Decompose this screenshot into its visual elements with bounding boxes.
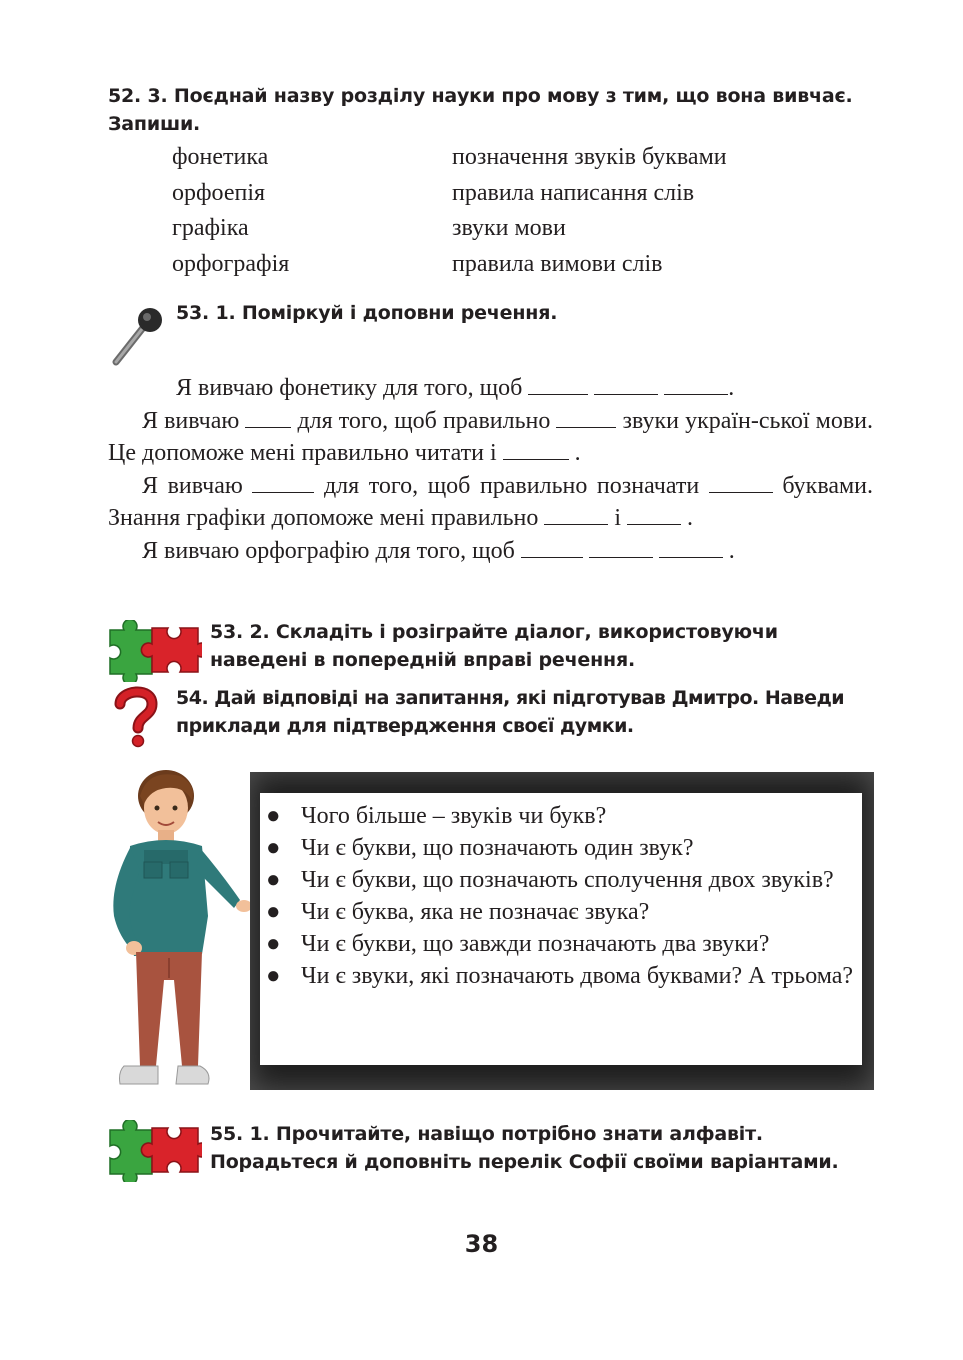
fill-sentence: Я вивчаю орфографію для того, щоб . xyxy=(142,537,735,564)
definition: правила вимови слів xyxy=(452,250,663,277)
bullet-icon: ● xyxy=(266,931,281,957)
page-number: 38 xyxy=(464,1230,499,1258)
term: орфографія xyxy=(172,250,290,277)
matching-row xyxy=(172,140,872,176)
matching-table xyxy=(172,140,872,282)
blank[interactable] xyxy=(521,537,583,558)
task-53-2-title: 53. 2. Складіть і розіграйте діалог, використовуючи наведені в попередній вправі речення. xyxy=(210,621,778,671)
list-item xyxy=(266,896,861,928)
sentence-text: буквами. Знання графіки допоможе мені правильно xyxy=(108,472,874,531)
fill-sentence: Я вивчаю для того, щоб правильно звуки україн-ської мови. Це допоможе мені правильно читати і . xyxy=(108,407,874,466)
question-text: Чи є буква, яка не позначає звука? xyxy=(301,899,650,925)
sentence-text: Я вивчаю фонетику для того, щоб xyxy=(176,375,523,401)
matching-row xyxy=(172,247,872,283)
sentence-text: Я вивчаю xyxy=(142,407,240,434)
question-text: Чого більше – звуків чи букв? xyxy=(301,803,607,829)
task-54-title: 54. Дай відповіді на запитання, які підготував Дмитро. Наведи приклади для підтвердження своєї думки. xyxy=(176,687,845,737)
blank[interactable] xyxy=(503,439,569,460)
task-55-1-title: 55. 1. Прочитайте, навіщо потрібно знати алфавіт. Порадьтеся й доповніть перелік Софії своїми варіантами. xyxy=(210,1123,839,1173)
blank[interactable] xyxy=(594,374,658,395)
blank[interactable] xyxy=(528,374,588,395)
sentence-text: для того, щоб правильно xyxy=(297,407,551,434)
matching-row xyxy=(172,176,872,212)
fill-sentence: Я вивчаю для того, щоб правильно позначати буквами. Знання графіки допоможе мені правильно і . xyxy=(108,472,874,531)
blank[interactable] xyxy=(245,407,291,428)
bullet-icon: ● xyxy=(266,963,281,989)
definition: правила написання слів xyxy=(452,179,695,206)
boy-illustration xyxy=(104,766,254,1092)
sentence-text: Я вивчаю орфографію для того, щоб xyxy=(142,537,515,564)
blank[interactable] xyxy=(252,472,314,493)
blank[interactable] xyxy=(544,504,608,525)
question-mark-icon xyxy=(112,684,160,748)
blank[interactable] xyxy=(664,374,728,395)
sentence-text: звуки україн-ської мови. Це допоможе мені правильно читати і xyxy=(108,407,874,466)
question-text: Чи є букви, що позначають один звук? xyxy=(301,835,694,861)
bullet-icon: ● xyxy=(266,867,281,893)
question-list xyxy=(266,800,861,992)
sentence-text: для того, щоб правильно позначати xyxy=(323,472,700,499)
sentence-text: і xyxy=(614,505,622,531)
list-item xyxy=(266,864,861,896)
list-item xyxy=(266,928,861,960)
bullet-icon: ● xyxy=(266,835,281,861)
puzzle-icon xyxy=(106,1120,202,1182)
list-item xyxy=(266,960,861,992)
microphone-icon xyxy=(108,304,164,368)
definition: звуки мови xyxy=(452,215,566,241)
blank[interactable] xyxy=(556,407,616,428)
bullet-icon: ● xyxy=(266,803,281,829)
blank[interactable] xyxy=(589,537,653,558)
list-item xyxy=(266,800,861,832)
term: графіка xyxy=(172,215,249,241)
term: фонетика xyxy=(172,144,269,170)
fill-sentence: Я вивчаю фонетику для того, щоб . xyxy=(176,375,735,401)
question-text: Чи є звуки, які позначають двома буквами? А трьома? xyxy=(301,963,854,989)
blank[interactable] xyxy=(627,504,681,525)
term: орфоепія xyxy=(172,179,266,206)
question-text: Чи є букви, що завжди позначають два звуки? xyxy=(301,931,770,957)
task-52-3-title: 52. 3. Поєднай назву розділу науки про мову з тим, що вона вивчає. Запиши. xyxy=(108,85,853,135)
definition: позначення звуків буквами xyxy=(452,144,727,170)
list-item xyxy=(266,832,861,864)
task-53-1-title: 53. 1. Поміркуй і доповни речення. xyxy=(176,302,558,324)
question-text: Чи є букви, що позначають сполучення двох звуків? xyxy=(301,867,834,893)
fill-in-text xyxy=(108,372,873,567)
matching-row xyxy=(172,211,872,247)
sentence-text: Я вивчаю xyxy=(142,472,243,499)
blank[interactable] xyxy=(709,472,773,493)
bullet-icon: ● xyxy=(266,899,281,925)
blank[interactable] xyxy=(659,537,723,558)
puzzle-icon xyxy=(106,620,202,682)
